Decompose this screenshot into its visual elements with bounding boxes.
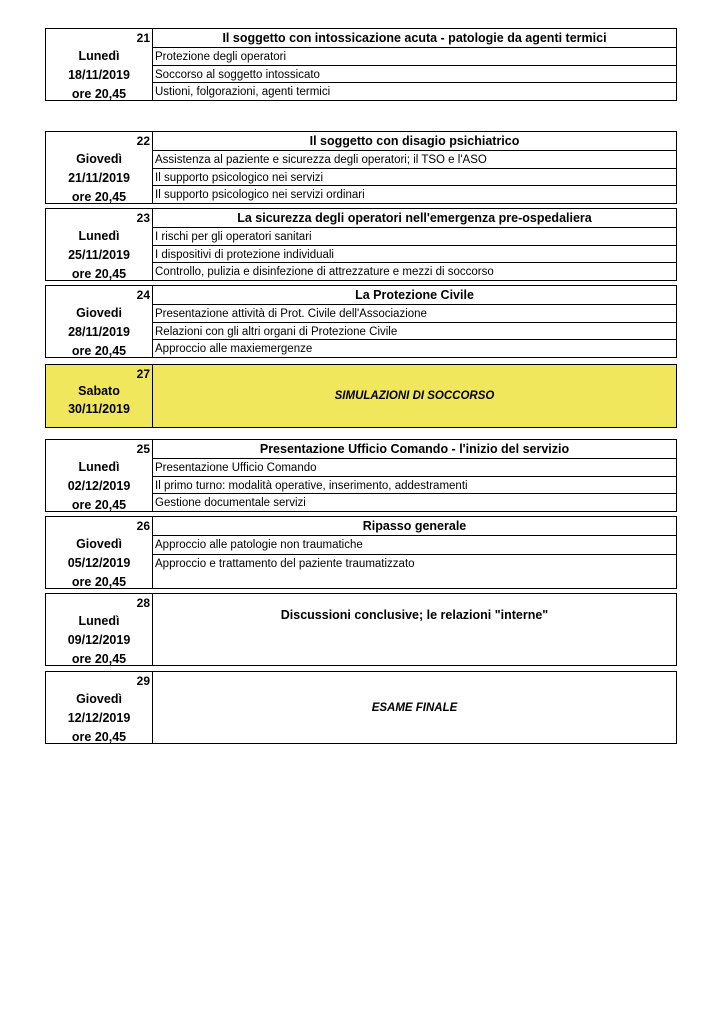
lesson-time: ore 20,45 [71, 344, 127, 358]
lesson-block-24 [45, 285, 677, 358]
lesson-topic: Presentazione attività di Prot. Civile dell'Associazione [153, 304, 676, 322]
lesson-block-23 [45, 208, 677, 281]
lesson-topic: Protezione degli operatori [153, 47, 676, 65]
lesson-date-cell [46, 517, 153, 588]
lesson-content [153, 517, 676, 588]
lesson-date-cell [46, 132, 153, 203]
lesson-block-25 [45, 439, 677, 512]
lesson-date: 21/11/2019 [68, 171, 130, 185]
lesson-date: 02/12/2019 [67, 479, 131, 493]
lesson-content [153, 672, 676, 743]
lesson-date-cell [46, 672, 153, 743]
lesson-block-22 [45, 131, 677, 204]
lesson-number: 27 [136, 367, 150, 381]
lesson-time: ore 20,45 [71, 87, 127, 101]
lesson-topic: Il supporto psicologico nei servizi ordinari [153, 185, 676, 203]
lesson-content [153, 365, 676, 427]
lesson-topic: Presentazione Ufficio Comando [153, 458, 676, 476]
lesson-day: Giovedi [76, 306, 122, 320]
lesson-title: Presentazione Ufficio Comando - l'inizio del servizio [259, 442, 570, 456]
lesson-number: 29 [136, 674, 150, 688]
lesson-title: SIMULAZIONI DI SOCCORSO [334, 390, 495, 402]
lesson-block-27 [45, 364, 677, 428]
lesson-time: ore 20,45 [71, 190, 127, 204]
lesson-time: ore 20,45 [71, 498, 127, 512]
lesson-date: 18/11/2019 [68, 68, 130, 82]
lesson-date-cell [46, 440, 153, 511]
lesson-topic: Il supporto psicologico nei servizi [153, 168, 676, 186]
lesson-date-cell [46, 209, 153, 280]
lesson-topic: Approccio alle patologie non traumatiche [153, 535, 676, 554]
lesson-number: 24 [136, 288, 150, 302]
lesson-block-26 [45, 516, 677, 589]
lesson-topic: I dispositivi di protezione individuali [153, 245, 676, 263]
lesson-number: 28 [136, 596, 150, 610]
lesson-topic: Relazioni con gli altri organi di Protezione Civile [153, 322, 676, 340]
lesson-title: ESAME FINALE [371, 701, 458, 714]
lesson-day: Lunedì [78, 49, 120, 63]
lesson-time: ore 20,45 [71, 652, 127, 666]
lesson-block-21 [45, 28, 677, 101]
lesson-date: 05/12/2019 [67, 556, 131, 570]
lesson-date: 28/11/2019 [68, 325, 130, 339]
lesson-time: ore 20,45 [71, 267, 127, 281]
lesson-content [153, 132, 676, 203]
lesson-topic: Controllo, pulizia e disinfezione di attrezzature e mezzi di soccorso [153, 262, 676, 280]
lesson-date: 12/12/2019 [67, 711, 131, 725]
lesson-time: ore 20,45 [71, 575, 127, 589]
lesson-topic: Approccio alle maxiemergenze [153, 339, 676, 357]
lesson-day: Giovedì [76, 692, 122, 706]
lesson-date: 30/11/2019 [68, 402, 130, 416]
lesson-title: Discussioni conclusive; le relazioni "interne" [280, 608, 549, 622]
lesson-date-cell [46, 29, 153, 100]
lesson-title: Il soggetto con intossicazione acuta - patologie da agenti termici [222, 31, 607, 45]
lesson-date: 25/11/2019 [68, 248, 130, 262]
lesson-title: La sicurezza degli operatori nell'emergenza pre-ospedaliera [237, 211, 592, 225]
lesson-day: Giovedì [76, 152, 122, 166]
lesson-number: 22 [136, 134, 150, 148]
lesson-title: Il soggetto con disagio psichiatrico [309, 134, 520, 148]
lesson-title: Ripasso generale [362, 519, 467, 533]
lesson-content [153, 594, 676, 665]
lesson-block-29 [45, 671, 677, 744]
lesson-time: ore 20,45 [71, 730, 127, 744]
lesson-number: 21 [136, 31, 150, 45]
lesson-topic: Gestione documentale servizi [153, 493, 676, 511]
lesson-date: 09/12/2019 [67, 633, 131, 647]
lesson-topic: I rischi per gli operatori sanitari [153, 227, 676, 245]
lesson-number: 26 [136, 519, 150, 533]
lesson-topic: Approccio e trattamento del paziente traumatizzato [153, 554, 676, 573]
lesson-day: Lunedì [78, 614, 120, 628]
lesson-content [153, 209, 676, 280]
lesson-title: La Protezione Civile [355, 288, 474, 302]
lesson-day: Lunedì [78, 460, 120, 474]
lesson-topic: Ustioni, folgorazioni, agenti termici [153, 82, 676, 100]
lesson-day: Lunedì [78, 229, 120, 243]
lesson-date-cell [46, 594, 153, 665]
lesson-topic: Assistenza al paziente e sicurezza degli operatori; il TSO e l'ASO [153, 150, 676, 168]
lesson-content [153, 440, 676, 511]
lesson-day: Giovedì [76, 537, 122, 551]
lesson-date-cell [46, 365, 153, 427]
lesson-number: 25 [136, 442, 150, 456]
lesson-content [153, 29, 676, 100]
lesson-topic: Il primo turno: modalità operative, inserimento, addestramenti [153, 476, 676, 494]
lesson-date-cell [46, 286, 153, 357]
lesson-number: 23 [136, 211, 150, 225]
lesson-day: Sabato [78, 384, 120, 398]
lesson-block-28 [45, 593, 677, 666]
lesson-content [153, 286, 676, 357]
lesson-topic: Soccorso al soggetto intossicato [153, 65, 676, 83]
